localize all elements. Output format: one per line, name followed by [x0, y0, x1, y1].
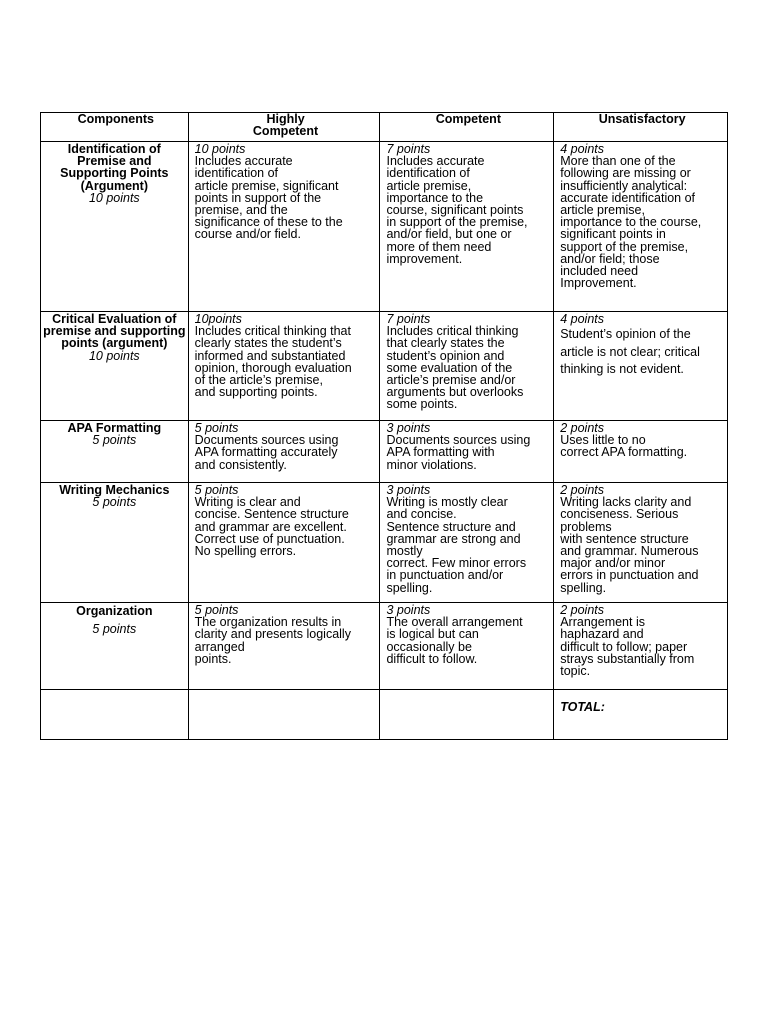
table-row: [41, 603, 728, 690]
component-points: 5 points: [92, 622, 137, 637]
criteria-description: Writing lacks clarity and conciseness. Serious problems with sentence structure and grammar. Numerous major and/or minor errors in punctuation and spelling.: [560, 495, 699, 595]
points-label: 7 points: [386, 142, 431, 156]
header-competent: Competent: [380, 113, 554, 142]
component-name: Identification of Premise and Supporting Points (Argument): [60, 142, 169, 193]
component-name: Organization: [76, 604, 153, 618]
unsatisfactory-cell: [554, 421, 728, 483]
highly-competent-cell: [188, 421, 380, 483]
highly-competent-cell: [188, 142, 380, 312]
highly-competent-cell: [188, 312, 380, 421]
criteria-description: Uses little to no correct APA formatting.: [560, 433, 688, 460]
component-name: Writing Mechanics: [59, 483, 170, 497]
points-label: 3 points: [386, 421, 431, 435]
highly-competent-cell: [188, 483, 380, 603]
grading-rubric-table: [40, 112, 728, 740]
criteria-description: Writing is mostly clear and concise. Sentence structure and grammar are strong and mostly correct. Few minor errors in punctuation and/or spelling.: [386, 495, 527, 595]
unsatisfactory-cell: [554, 603, 728, 690]
component-cell: [41, 312, 189, 421]
criteria-description: Includes accurate identification of article premise, importance to the course, significant points in support of the premise, and/or field, but one or more of them need improvement.: [386, 154, 528, 266]
total-cell: [554, 690, 728, 740]
competent-cell: [380, 142, 554, 312]
points-label: 2 points: [560, 421, 604, 435]
table-row: [41, 142, 728, 312]
unsatisfactory-cell: [554, 312, 728, 421]
criteria-description: Includes critical thinking that clearly states the student’s opinion and some evaluation of the article’s premise and/or arguments but overlooks some points.: [386, 324, 524, 412]
unsatisfactory-cell: [554, 483, 728, 603]
criteria-description: Writing is clear and concise. Sentence structure and grammar are excellent. Correct use of punctuation. No spelling errors.: [194, 495, 349, 559]
criteria-description: The overall arrangement is logical but can occasionally be difficult to follow.: [386, 615, 523, 666]
total-empty-cell: [41, 690, 189, 740]
criteria-description: Includes critical thinking that clearly states the student’s informed and substantiated opinion, thorough evaluation of the article’s premise, and supporting points.: [194, 324, 352, 400]
highly-competent-cell: [188, 603, 380, 690]
component-points: 10 points: [88, 190, 140, 205]
points-label: 10points: [194, 312, 242, 326]
header-components: Components: [41, 113, 189, 142]
component-cell: [41, 421, 189, 483]
table-row: [41, 483, 728, 603]
points-label: 7 points: [386, 312, 431, 326]
component-name: APA Formatting: [67, 421, 162, 435]
component-points: 5 points: [92, 433, 137, 448]
points-label: 2 points: [560, 603, 604, 617]
total-empty-cell: [188, 690, 380, 740]
component-points: 5 points: [92, 495, 137, 510]
points-label: 4 points: [560, 142, 604, 156]
points-label: 3 points: [386, 483, 431, 497]
header-highly-competent: [188, 113, 380, 142]
total-empty-cell: [380, 690, 554, 740]
criteria-description: Student’s opinion of the article is not clear; critical thinking is not evident.: [560, 327, 700, 377]
points-label: 3 points: [386, 603, 431, 617]
points-label: 5 points: [194, 483, 239, 497]
total-row: [41, 690, 728, 740]
criteria-description: Documents sources using APA formatting with minor violations.: [386, 433, 531, 472]
points-label: 2 points: [560, 483, 604, 497]
criteria-description: The organization results in clarity and presents logically arranged points.: [194, 615, 351, 666]
table-row: [41, 421, 728, 483]
component-points: 10 points: [88, 348, 140, 363]
criteria-description: Documents sources using APA formatting accurately and consistently.: [194, 433, 339, 472]
total-label: TOTAL:: [560, 700, 605, 714]
competent-cell: [380, 483, 554, 603]
header-row: [41, 113, 728, 142]
header-highly-competent-label: Highly Competent: [252, 112, 319, 139]
component-cell: [41, 603, 189, 690]
competent-cell: [380, 312, 554, 421]
component-cell: [41, 483, 189, 603]
unsatisfactory-cell: [554, 142, 728, 312]
competent-cell: [380, 421, 554, 483]
component-name: Critical Evaluation of premise and supporting points (argument): [43, 312, 186, 351]
points-label: 10 points: [194, 142, 246, 156]
points-label: 4 points: [560, 312, 604, 326]
criteria-description: Arrangement is haphazard and difficult to follow; paper strays substantially from topic.: [560, 615, 695, 679]
header-unsatisfactory: Unsatisfactory: [554, 113, 728, 142]
table-row: [41, 312, 728, 421]
points-label: 5 points: [194, 603, 239, 617]
points-label: 5 points: [194, 421, 239, 435]
criteria-description: Includes accurate identification of article premise, significant points in support of the premise, and the significance of these to the course and/or field.: [194, 154, 343, 242]
component-cell: [41, 142, 189, 312]
criteria-description: More than one of the following are missing or insufficiently analytical: accurate identification of article premise, importance to the course, significant points in support of the premise, and/or field; those included need Improvement.: [560, 154, 702, 291]
competent-cell: [380, 603, 554, 690]
